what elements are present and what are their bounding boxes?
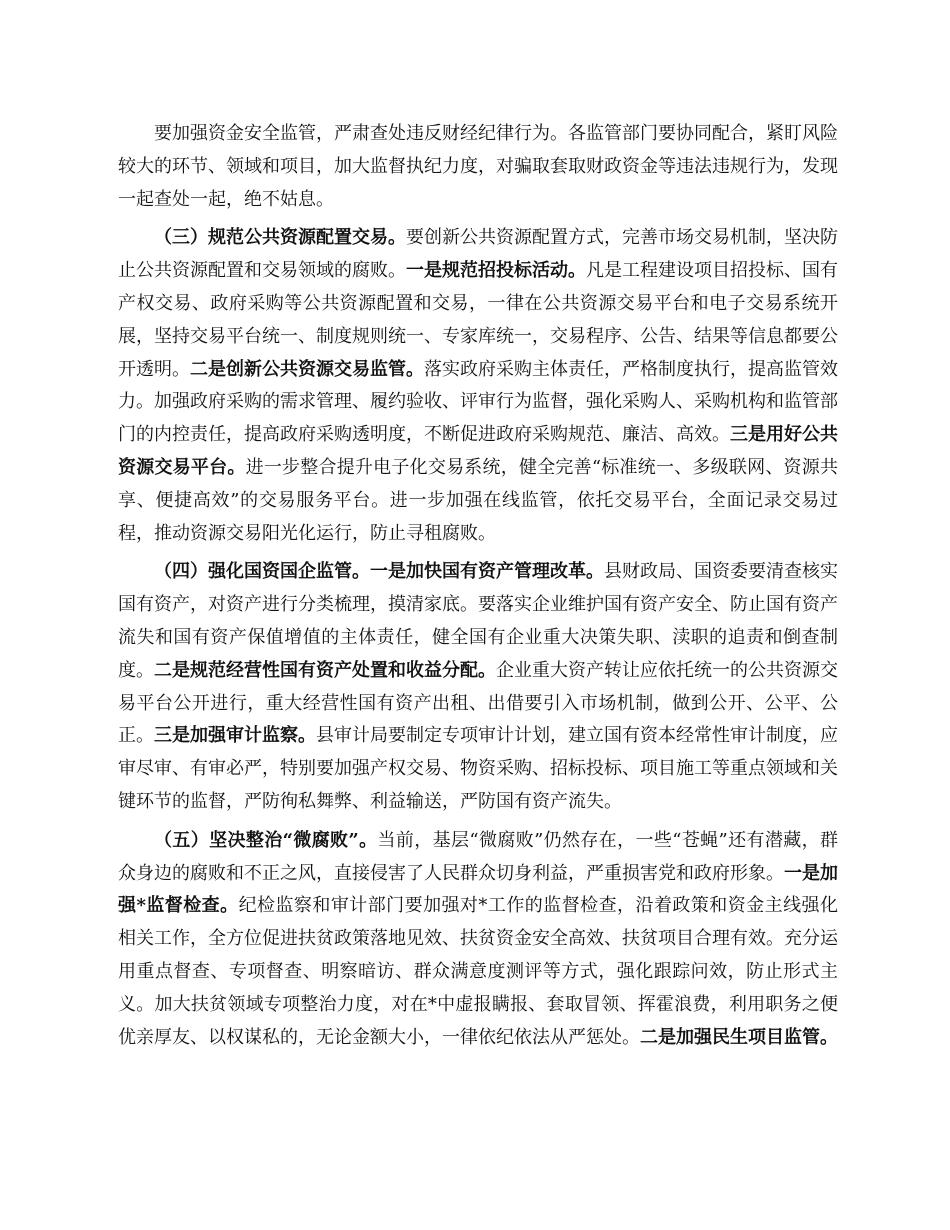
paragraph-text: 进一步整合提升电子化交易系统，健全完善“标准统一、多级联网、资源共享、便捷高效”的交易服务平台。进一步加强在线监管，依托交易平台，全面记录交易过程，推动资源交易阳光化运行，防止寻租腐败。: [118, 456, 839, 544]
paragraph-text: 落实政府采购主体责任，严格制度执行，提高监管效力。加强政府采购的需求管理、履约验收、评审行为监督，强化采购人、采购机构和监管部门的内控责任，提高政府采购透明度，不断促进政府采购规范、廉洁、高效。: [118, 358, 838, 446]
document-body: [118, 118, 838, 1060]
paragraph-fund-supervision: [118, 118, 838, 216]
point-heading: 二是规范经营性国有资产处置和收益分配。: [154, 659, 496, 681]
paragraph-text: 要加强资金安全监管，严肃查处违反财经纪律行为。各监管部门要协同配合，紧盯风险较大的环节、领域和项目，加大监督执纪力度，对骗取套取财政资金等违法违规行为，发现一起查处一起，绝不姑息。: [118, 123, 838, 210]
point-heading: 三是用好公共资源交易平台。: [118, 424, 838, 478]
paragraph-text: 纪检监察和审计部门要加强对*工作的监督检查，沿着政策和资金主线强化相关工作，全方位促进扶贫政策落地见效、扶贫资金安全高效、扶贫项目合理有效。充分运用重点督查、专项督查、明察暗访、群众满意度测评等方式，强化跟踪问效，防止形式主义。加大扶贫领域专项整治力度，对在*中虚报瞒报、套取冒领、挥霍浪费，利用职务之便优亲厚友、以权谋私的，无论金额大小，一律依纪依法从严惩处。: [118, 895, 838, 1048]
point-heading: 二是加强民生项目监管。: [640, 1026, 838, 1048]
section-heading: （四）强化国资国企监管。: [154, 561, 370, 583]
point-heading: 二是创新公共资源交易监管。: [190, 358, 424, 380]
point-heading: 一是规范招投标活动。: [406, 260, 586, 282]
paragraph-text: 县财政局、国资委要清查核实国有资产，对资产进行分类梳理，摸清家底。要落实企业维护国有资产安全、防止国有资产流失和国有资产保值增值的主体责任，健全国有企业重大决策失职、渎职的追责和倒查制度。: [118, 561, 838, 681]
paragraph-text: 县审计局要制定专项审计计划，建立国有资本经常性审计制度，应审尽审、有审必严，特别要加强产权交易、物资采购、招标投标、项目施工等重点领域和关键环节的监督，严防徇私舞弊、利益输送，严防国有资产流失。: [118, 725, 838, 812]
paragraph-micro-corruption: [118, 825, 838, 1055]
paragraph-text: 当前，基层“微腐败”仍然存在，一些“苍蝇”还有潜藏，群众身边的腐败和不正之风，直接侵害了人民群众切身利益，严重损害党和政府形象。: [118, 829, 838, 884]
paragraph-text: 企业重大资产转让应依托统一的公共资源交易平台公开进行，重大经营性国有资产出租、出借要引入市场机制，做到公开、公平、公正。: [118, 659, 838, 747]
point-heading: 一是加强*监督检查。: [118, 862, 838, 917]
paragraph-public-resources: [118, 222, 838, 550]
point-heading: 三是加强审计监察。: [154, 725, 316, 747]
paragraph-text: 要创新公共资源配置方式，完善市场交易机制，坚决防止公共资源配置和交易领域的腐败。: [118, 227, 838, 282]
section-heading: （五）坚决整治“微腐败”。: [154, 829, 378, 851]
paragraph-text: 凡是工程建设项目招投标、国有产权交易、政府采购等公共资源配置和交易，一律在公共资源交易平台和电子交易系统开展，坚持交易平台统一、制度规则统一、专家库统一，交易程序、公告、结果等信息都要公开透明。: [118, 260, 838, 380]
point-heading: 一是加快国有资产管理改革。: [370, 561, 604, 583]
section-heading: （三）规范公共资源配置交易。: [154, 227, 406, 249]
paragraph-state-assets: [118, 556, 838, 818]
